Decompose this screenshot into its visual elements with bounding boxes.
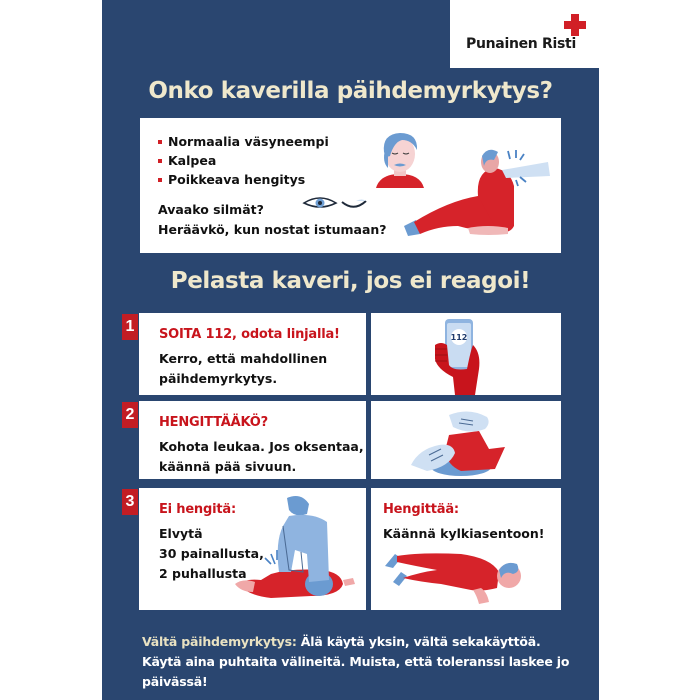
step-number-badge: 3 xyxy=(122,489,138,515)
eye-closed-icon xyxy=(340,198,368,210)
symptom-item: Normaalia väsyneempi xyxy=(158,132,329,151)
step-1-illustration-card xyxy=(371,313,561,395)
cpr-compressions-illustration xyxy=(231,492,361,604)
symptom-list xyxy=(158,132,329,189)
symptoms-card xyxy=(140,118,561,253)
footer-highlight: Vältä päihdemyrkytys: xyxy=(142,634,297,649)
step-title: SOITA 112, odota linjalla! xyxy=(159,327,340,342)
hand-phone-112-illustration xyxy=(431,319,501,395)
footer-text: Älä käytä yksin, vältä sekakäyttöä. Käytä aina puhtaita välineitä. Muista, että toleranssi laskee jo päivässä! xyxy=(142,634,570,689)
question-eyes: Avaako silmät? xyxy=(158,202,264,217)
alt-step-card xyxy=(371,488,561,610)
step-2-card xyxy=(139,401,366,479)
step-number-badge: 2 xyxy=(122,402,138,428)
eye-open-icon xyxy=(302,196,338,210)
recovery-position-illustration xyxy=(381,548,531,608)
brand-logo xyxy=(450,0,599,68)
person-sitting-shoulder-shake-illustration xyxy=(398,146,558,241)
bullet-icon xyxy=(158,140,162,144)
step-title: Ei hengitä: xyxy=(159,502,236,517)
symptom-item: Poikkeava hengitys xyxy=(158,170,329,189)
step-1-card xyxy=(139,313,366,395)
svg-text:112: 112 xyxy=(450,333,468,342)
step-3-card xyxy=(139,488,366,610)
section1-title: Onko kaverilla päihdemyrkytys? xyxy=(148,78,553,104)
head-tilt-chin-lift-illustration xyxy=(409,409,519,477)
footer-note xyxy=(142,632,572,692)
question-wake: Heräävkö, kun nostat istumaan? xyxy=(158,222,387,237)
step-body: Elvytä 30 painallusta, 2 puhallusta xyxy=(159,526,264,581)
symptom-item: Kalpea xyxy=(158,151,329,170)
brand-name: Punainen Risti xyxy=(466,36,576,52)
step-number-badge: 1 xyxy=(122,314,138,340)
bullet-icon xyxy=(158,178,162,182)
alt-step-title: Hengittää: xyxy=(383,502,459,517)
step-body: Kerro, että mahdollinen päihdemyrkytys. xyxy=(159,351,328,386)
step-title: HENGITTÄÄKÖ? xyxy=(159,415,268,430)
bullet-icon xyxy=(158,159,162,163)
step-2-illustration-card xyxy=(371,401,561,479)
step-body: Kohota leukaa. Jos oksentaa, käännä pää sivuun. xyxy=(159,439,364,474)
red-cross-icon xyxy=(564,14,586,36)
alt-step-body: Käännä kylkiasentoon! xyxy=(383,526,545,541)
section2-title: Pelasta kaveri, jos ei reagoi! xyxy=(170,268,531,294)
